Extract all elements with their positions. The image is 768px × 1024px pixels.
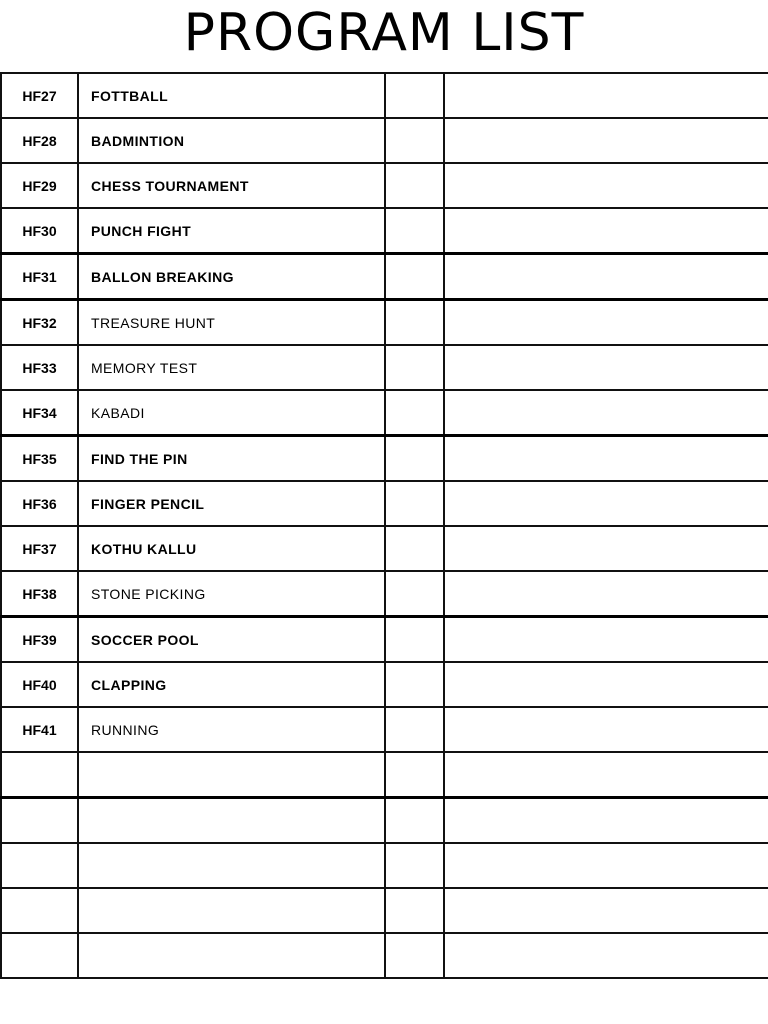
blank-cell: [444, 118, 768, 163]
program-code: HF27: [1, 73, 78, 118]
blank-cell: [385, 118, 444, 163]
program-code: HF37: [1, 526, 78, 571]
program-name: [78, 888, 385, 933]
program-table: [0, 72, 768, 979]
program-name: FINGER PENCIL: [78, 481, 385, 526]
program-name: [78, 798, 385, 844]
blank-cell: [385, 390, 444, 436]
blank-cell: [444, 798, 768, 844]
program-name: PUNCH FIGHT: [78, 208, 385, 254]
program-code: HF35: [1, 436, 78, 482]
blank-cell: [385, 888, 444, 933]
blank-cell: [385, 707, 444, 752]
program-name: CHESS TOURNAMENT: [78, 163, 385, 208]
blank-cell: [385, 345, 444, 390]
blank-cell: [385, 662, 444, 707]
blank-cell: [385, 526, 444, 571]
blank-cell: [385, 208, 444, 254]
program-name: FOTTBALL: [78, 73, 385, 118]
program-row: [1, 571, 768, 617]
program-name: SOCCER POOL: [78, 617, 385, 663]
blank-cell: [444, 752, 768, 798]
program-name: BADMINTION: [78, 118, 385, 163]
blank-cell: [444, 707, 768, 752]
blank-cell: [385, 843, 444, 888]
program-row: [1, 300, 768, 346]
program-row: [1, 933, 768, 978]
program-name: STONE PICKING: [78, 571, 385, 617]
program-name: RUNNING: [78, 707, 385, 752]
program-name: [78, 933, 385, 978]
blank-cell: [444, 843, 768, 888]
program-row: [1, 481, 768, 526]
program-code: HF39: [1, 617, 78, 663]
program-code: HF31: [1, 254, 78, 300]
program-row: [1, 843, 768, 888]
blank-cell: [385, 73, 444, 118]
blank-cell: [385, 798, 444, 844]
program-row: [1, 526, 768, 571]
program-row: [1, 798, 768, 844]
program-code: [1, 933, 78, 978]
blank-cell: [385, 436, 444, 482]
program-name: [78, 843, 385, 888]
blank-cell: [444, 526, 768, 571]
program-code: HF36: [1, 481, 78, 526]
program-code: HF33: [1, 345, 78, 390]
blank-cell: [385, 933, 444, 978]
blank-cell: [385, 254, 444, 300]
program-code: [1, 798, 78, 844]
program-code: HF34: [1, 390, 78, 436]
program-code: HF40: [1, 662, 78, 707]
program-code: [1, 888, 78, 933]
program-row: [1, 345, 768, 390]
program-row: [1, 617, 768, 663]
program-name: TREASURE HUNT: [78, 300, 385, 346]
blank-cell: [385, 617, 444, 663]
program-code: [1, 752, 78, 798]
program-code: HF29: [1, 163, 78, 208]
blank-cell: [444, 345, 768, 390]
program-code: HF41: [1, 707, 78, 752]
blank-cell: [444, 617, 768, 663]
blank-cell: [385, 571, 444, 617]
program-code: HF32: [1, 300, 78, 346]
program-row: [1, 254, 768, 300]
program-row: [1, 752, 768, 798]
program-name: MEMORY TEST: [78, 345, 385, 390]
blank-cell: [385, 752, 444, 798]
blank-cell: [385, 300, 444, 346]
blank-cell: [385, 163, 444, 208]
program-row: [1, 662, 768, 707]
program-name: FIND THE PIN: [78, 436, 385, 482]
program-row: [1, 390, 768, 436]
blank-cell: [444, 300, 768, 346]
program-row: [1, 73, 768, 118]
program-code: [1, 843, 78, 888]
program-name: BALLON BREAKING: [78, 254, 385, 300]
program-name: [78, 752, 385, 798]
page-title: PROGRAM LIST: [183, 3, 585, 63]
program-row: [1, 436, 768, 482]
program-name: KOTHU KALLU: [78, 526, 385, 571]
blank-cell: [444, 436, 768, 482]
program-row: [1, 163, 768, 208]
program-row: [1, 118, 768, 163]
blank-cell: [444, 163, 768, 208]
program-row: [1, 707, 768, 752]
program-code: HF30: [1, 208, 78, 254]
blank-cell: [385, 481, 444, 526]
blank-cell: [444, 254, 768, 300]
blank-cell: [444, 390, 768, 436]
blank-cell: [444, 933, 768, 978]
blank-cell: [444, 571, 768, 617]
blank-cell: [444, 888, 768, 933]
program-name: CLAPPING: [78, 662, 385, 707]
program-row: [1, 208, 768, 254]
blank-cell: [444, 481, 768, 526]
program-row: [1, 888, 768, 933]
blank-cell: [444, 662, 768, 707]
blank-cell: [444, 208, 768, 254]
program-code: HF38: [1, 571, 78, 617]
program-code: HF28: [1, 118, 78, 163]
blank-cell: [444, 73, 768, 118]
program-name: KABADI: [78, 390, 385, 436]
program-table-body: [1, 73, 768, 978]
